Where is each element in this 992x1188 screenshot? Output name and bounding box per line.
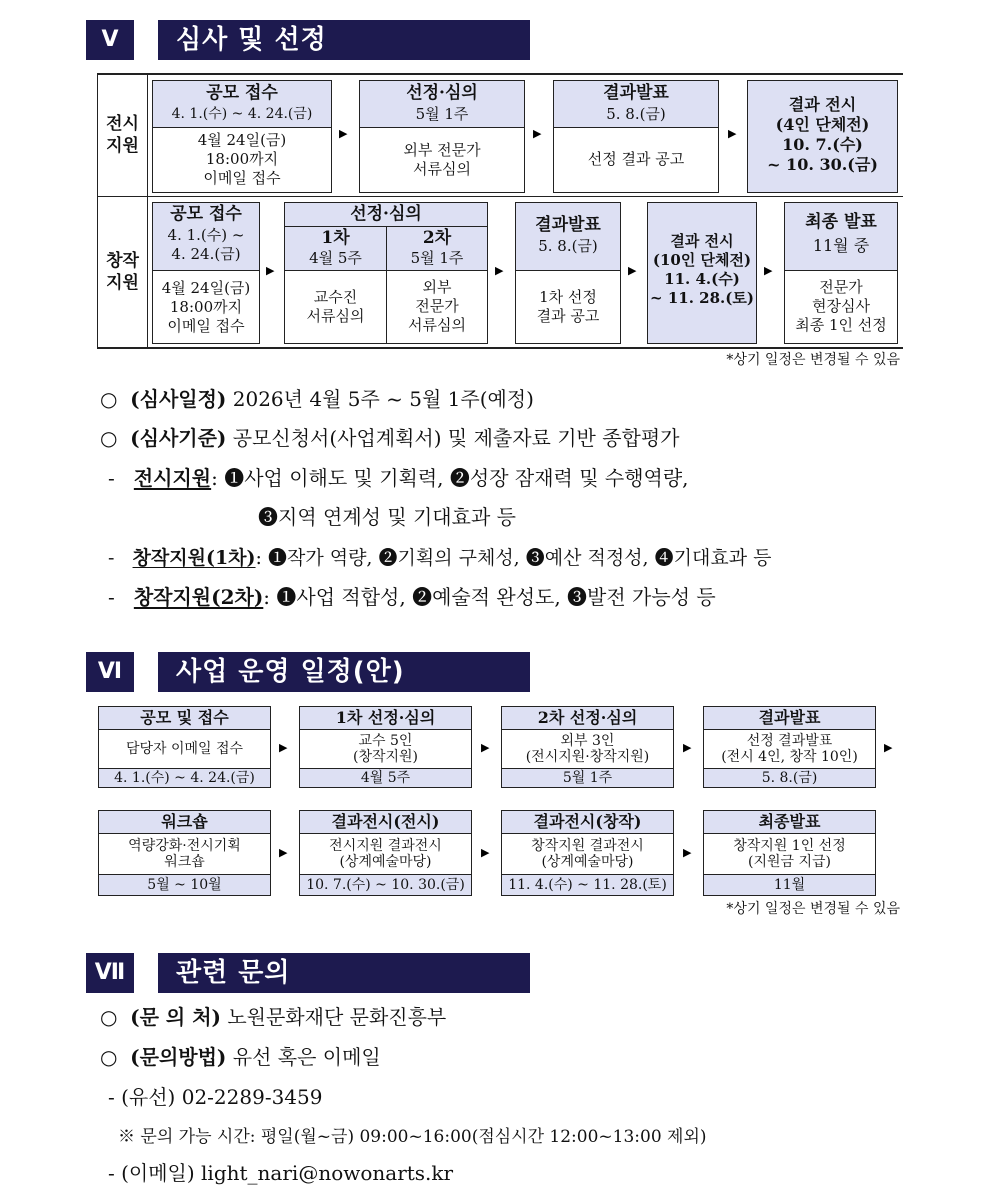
- schedule-body: 담당자 이메일 접수: [98, 729, 271, 769]
- schedule-date: 5. 8.(금): [703, 768, 876, 788]
- schedule-date: 4. 1.(수) ~ 4. 24.(금): [98, 768, 271, 788]
- schedule-title: 2차 선정·심의: [501, 706, 674, 730]
- contact-phone: - (유선) 02-2289-3459: [108, 1085, 323, 1109]
- arrow-right-icon: ▶: [884, 741, 893, 754]
- schedule-title: 1차 선정·심의: [299, 706, 472, 730]
- schedule-body: 전시지원 결과전시 (상계예술마당): [299, 833, 472, 875]
- creation-review-stage2-body: 외부 전문가 서류심의: [386, 270, 488, 344]
- creation-result-header: 결과발표 5. 8.(금): [515, 202, 621, 271]
- criteria-exhibit: - 전시지원: ❶사업 이해도 및 기획력, ❷성장 잠재력 및 수행역량,: [108, 466, 689, 490]
- creation-review-stage1-body: 교수진 서류심의: [284, 270, 387, 344]
- section-title: 관련 문의: [158, 953, 530, 993]
- arrow-right-icon: ▶: [495, 264, 504, 277]
- row-label-creation: 창작 지원: [106, 251, 139, 293]
- review-schedule-line: ○ (심사일정) 2026년 4월 5주 ~ 5월 1주(예정): [100, 387, 534, 411]
- arrow-right-icon: ▶: [481, 741, 490, 754]
- schedule-date: 5월 1주: [501, 768, 674, 788]
- criteria-exhibit-cont: ❸지역 연계성 및 기대효과 등: [258, 505, 516, 529]
- schedule-body: 교수 5인 (창작지원): [299, 729, 472, 769]
- schedule-date: 10. 7.(수) ~ 10. 30.(금): [299, 874, 472, 896]
- arrow-right-icon: ▶: [279, 741, 288, 754]
- criteria-creation-2: - 창작지원(2차): ❶사업 적합성, ❷예술적 완성도, ❸발전 가능성 등: [108, 585, 716, 609]
- section-title: 사업 운영 일정(안): [158, 652, 530, 692]
- creation-result-body: 1차 선정 결과 공고: [515, 270, 621, 344]
- contact-hours: ※ 문의 가능 시간: 평일(월~금) 09:00~16:00(점심시간 12:00~13:00 제외): [118, 1127, 707, 1147]
- schedule-body: 창작지원 1인 선정 (지원금 지급): [703, 833, 876, 875]
- arrow-right-icon: ▶: [481, 846, 490, 859]
- schedule-title: 결과전시(전시): [299, 810, 472, 834]
- schedule-title: 워크숍: [98, 810, 271, 834]
- exhibit-show-box: 결과 전시 (4인 단체전) 10. 7.(수) ~ 10. 30.(금): [747, 80, 898, 193]
- schedule-title: 공모 및 접수: [98, 706, 271, 730]
- schedule-title: 결과발표: [703, 706, 876, 730]
- arrow-right-icon: ▶: [764, 264, 773, 277]
- schedule-title: 최종발표: [703, 810, 876, 834]
- exhibit-result-body: 선정 결과 공고: [553, 127, 719, 193]
- creation-review-stage1-header: 1차 4월 5주: [284, 226, 387, 271]
- schedule-body: 창작지원 결과전시 (상계예술마당): [501, 833, 674, 875]
- schedule-title: 결과전시(창작): [501, 810, 674, 834]
- arrow-right-icon: ▶: [628, 264, 637, 277]
- criteria-creation-1: - 창작지원(1차): ❶작가 역량, ❷기획의 구체성, ❸예산 적정성, ❹기대효과 등: [108, 547, 772, 569]
- review-criteria-line: ○ (심사기준) 공모신청서(사업계획서) 및 제출자료 기반 종합평가: [100, 426, 680, 450]
- exhibit-review-header: 선정·심의 5월 1주: [359, 80, 525, 128]
- row-label-exhibit: 전시 지원: [106, 114, 139, 156]
- section-number: Ⅵ: [86, 652, 134, 692]
- arrow-right-icon: ▶: [266, 264, 275, 277]
- schedule-body: 외부 3인 (전시지원·창작지원): [501, 729, 674, 769]
- schedule-date: 11. 4.(수) ~ 11. 28.(토): [501, 874, 674, 896]
- contact-email[interactable]: - (이메일) light_nari@nowonarts.kr: [108, 1161, 454, 1185]
- arrow-right-icon: ▶: [339, 127, 348, 140]
- section-title: 심사 및 선정: [158, 20, 530, 60]
- arrow-right-icon: ▶: [683, 846, 692, 859]
- arrow-right-icon: ▶: [279, 846, 288, 859]
- schedule-note: *상기 일정은 변경될 수 있음: [726, 352, 900, 368]
- schedule-note: *상기 일정은 변경될 수 있음: [726, 901, 900, 917]
- schedule-body: 선정 결과발표 (전시 4인, 창작 10인): [703, 729, 876, 769]
- arrow-right-icon: ▶: [533, 127, 542, 140]
- schedule-body: 역량강화·전시기획 워크숍: [98, 833, 271, 875]
- contact-method: ○ (문의방법) 유선 혹은 이메일: [100, 1045, 381, 1069]
- contact-dept: ○ (문 의 처) 노원문화재단 문화진흥부: [100, 1005, 447, 1029]
- creation-show-box: 결과 전시 (10인 단체전) 11. 4.(수) ~ 11. 28.(토): [647, 202, 757, 344]
- arrow-right-icon: ▶: [728, 127, 737, 140]
- exhibit-apply-header: 공모 접수 4. 1.(수) ~ 4. 24.(금): [152, 80, 332, 128]
- creation-review-stage2-header: 2차 5월 1주: [386, 226, 488, 271]
- schedule-date: 5월 ~ 10월: [98, 874, 271, 896]
- creation-final-body: 전문가 현장심사 최종 1인 선정: [784, 270, 898, 344]
- section-number: Ⅴ: [86, 20, 134, 60]
- schedule-date: 4월 5주: [299, 768, 472, 788]
- creation-apply-body: 4월 24일(금) 18:00까지 이메일 접수: [152, 270, 260, 344]
- schedule-date: 11월: [703, 874, 876, 896]
- exhibit-result-header: 결과발표 5. 8.(금): [553, 80, 719, 128]
- section-number: Ⅶ: [86, 953, 134, 993]
- creation-review-header: 선정·심의: [284, 202, 488, 227]
- creation-final-header: 최종 발표 11월 중: [784, 202, 898, 271]
- exhibit-apply-body: 4월 24일(금) 18:00까지 이메일 접수: [152, 127, 332, 193]
- creation-apply-header: 공모 접수 4. 1.(수) ~ 4. 24.(금): [152, 202, 260, 271]
- arrow-right-icon: ▶: [683, 741, 692, 754]
- exhibit-review-body: 외부 전문가 서류심의: [359, 127, 525, 193]
